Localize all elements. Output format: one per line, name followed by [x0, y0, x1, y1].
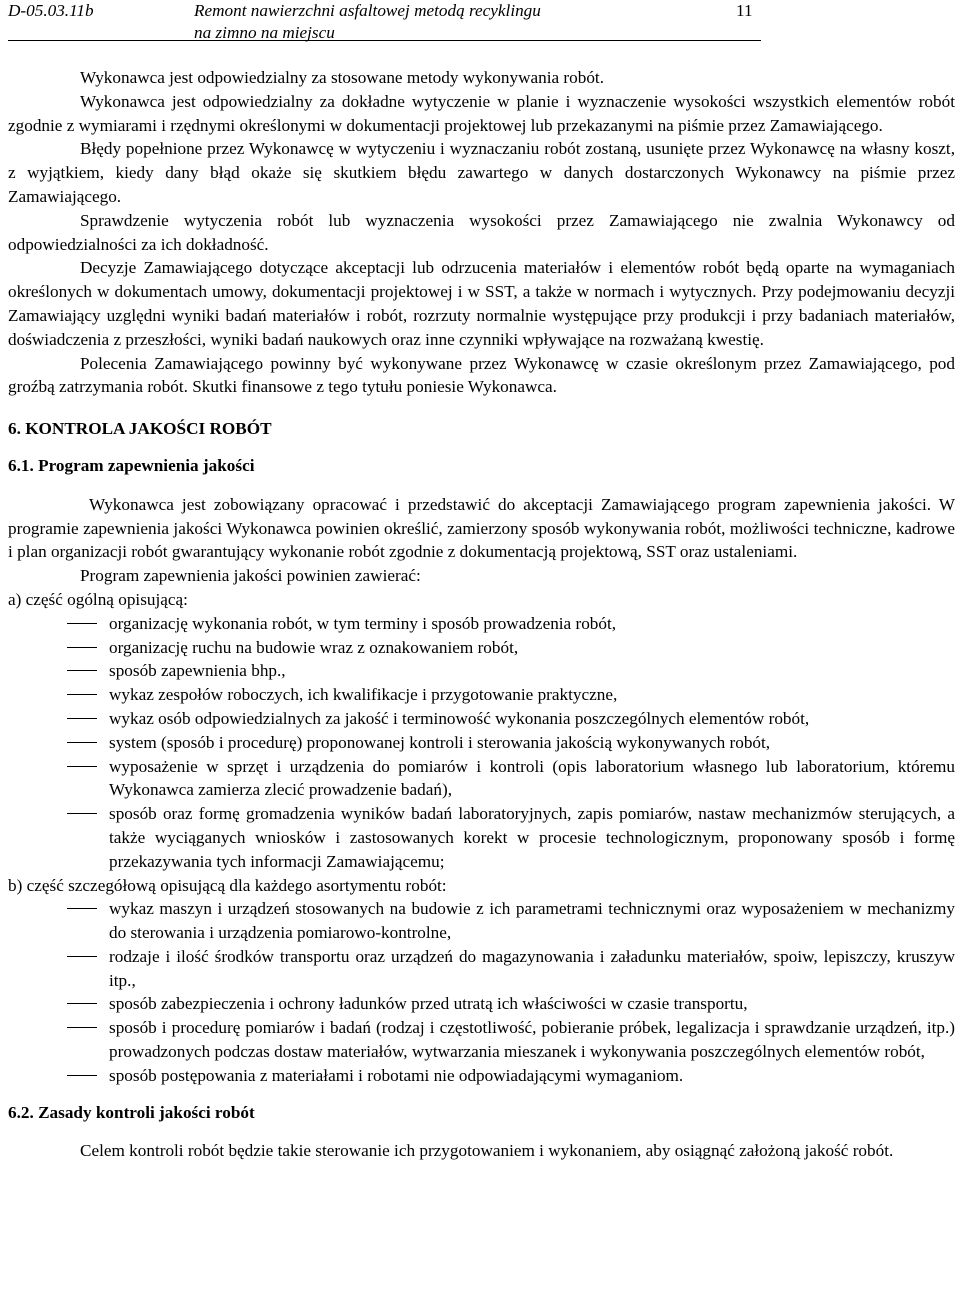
section-6-1-heading: 6.1. Program zapewnienia jakości [8, 455, 255, 475]
spec-title-line2: na zimno na miejscu [194, 23, 335, 42]
list-item-text: organizację wykonania robót, w tym terminy i sposób prowadzenia robót, [109, 613, 617, 633]
list-item-text: rodzaje i ilość środków transportu oraz urządzeń do magazynowania i załadunku materiałów, spoiw, lepiszczy, kruszyw itp., [109, 946, 955, 990]
list-item [8, 612, 955, 636]
list-item-text: wyposażenie w sprzęt i urządzenia do pomiarów i kontroli (opis laboratorium własnego lub laboratorium, któremu Wykonawca zamierza zlecić prowadzenie badań), [109, 756, 955, 800]
list-item [8, 897, 955, 945]
dash-bullet [67, 766, 97, 767]
part-a-label: a) część ogólną opisującą: [8, 589, 188, 609]
intro-paragraph-3: Błędy popełnione przez Wykonawcę w wytyczeniu i wyznaczaniu robót zostaną, usunięte przez Wykonawcę na własny koszt, z wyjątkiem, kiedy dany błąd okaże się skutkiem błędu zawartego w danych dostarczonych Wykonawcy na piśmie przez Zamawiającego. [8, 139, 955, 206]
section-6-1-paragraph-2: Program zapewnienia jakości powinien zawierać: [80, 566, 421, 586]
list-item [8, 731, 955, 755]
dash-bullet [67, 1003, 97, 1004]
dash-bullet [67, 623, 97, 624]
spec-title-line1: Remont nawierzchni asfaltowej metodą recyklingu [194, 1, 541, 20]
part-a-list [8, 612, 955, 874]
dash-bullet [67, 694, 97, 695]
list-item [8, 1064, 955, 1088]
spec-code: D-05.03.11b [8, 1, 94, 20]
list-item [8, 992, 955, 1016]
list-item-text: sposób zapewnienia bhp., [109, 661, 286, 681]
dash-bullet [67, 1075, 97, 1076]
dash-bullet [67, 956, 97, 957]
dash-bullet [67, 813, 97, 814]
list-item-text: wykaz maszyn i urządzeń stosowanych na budowie z ich parametrami technicznymi oraz wyposażeniem w mechanizmy do sterowania i urządzenia pomiarowo-kontrolne, [109, 899, 955, 943]
list-item [8, 636, 955, 660]
list-item-text: wykaz zespołów roboczych, ich kwalifikacje i przygotowanie praktyczne, [109, 685, 618, 705]
section-6-2-heading: 6.2. Zasady kontroli jakości robót [8, 1102, 255, 1122]
list-item [8, 755, 955, 803]
list-item-text: sposób zabezpieczenia i ochrony ładunków przed utratą ich właściwości w czasie transportu, [109, 994, 748, 1014]
list-item-text: sposób postępowania z materiałami i robotami nie odpowiadającymi wymaganiom. [109, 1065, 684, 1085]
dash-bullet [67, 742, 97, 743]
part-b-list [8, 897, 955, 1087]
document-page [8, 0, 955, 1163]
page-number: 11 [736, 1, 753, 20]
section-6-2-paragraph-1: Celem kontroli robót będzie takie sterowanie ich przygotowaniem i wykonaniem, aby osiągnąć założoną jakość robót. [80, 1141, 894, 1161]
page-header [8, 0, 955, 44]
list-item [8, 683, 955, 707]
dash-bullet [67, 718, 97, 719]
intro-paragraph-4: Sprawdzenie wytyczenia robót lub wyznaczenia wysokości przez Zamawiającego nie zwalnia Wykonawcy od odpowiedzialności za ich dokładność. [8, 210, 955, 254]
list-item-text: sposób i procedurę pomiarów i badań (rodzaj i częstotliwość, pobieranie próbek, legalizacja i sprawdzanie urządzeń, itp.) prowadzonych podczas dostaw materiałów, wytwarzania mieszanek i wykonywania poszczególnych elementów robót, [109, 1018, 955, 1062]
intro-paragraph-2: Wykonawca jest odpowiedzialny za dokładne wytyczenie w planie i wyznaczenie wysokości wszystkich elementów robót zgodnie z wymiarami i rzędnymi określonymi w dokumentacji projektowej lub przekazanymi na piśmie przez Zamawiającego. [8, 91, 955, 135]
dash-bullet [67, 670, 97, 671]
list-item [8, 802, 955, 873]
intro-paragraph-6: Polecenia Zamawiającego powinny być wykonywane przez Wykonawcę w czasie określonym przez Zamawiającego, pod groźbą zatrzymania robót. Skutki finansowe z tego tytułu poniesie Wykonawca. [8, 353, 955, 397]
list-item [8, 1016, 955, 1064]
list-item-text: organizację ruchu na budowie wraz z oznakowaniem robót, [109, 637, 519, 657]
list-item [8, 707, 955, 731]
list-item-text: system (sposób i procedurę) proponowanej kontroli i sterowania jakością wykonywanych robót, [109, 732, 771, 752]
spec-title [194, 0, 541, 44]
intro-paragraph-5: Decyzje Zamawiającego dotyczące akceptacji lub odrzucenia materiałów i elementów robót będą oparte na wymaganiach określonych w dokumentach umowy, dokumentacji projektowej i w SST, a także w normach i wytycznych. Przy podejmowaniu decyzji Zamawiający uzględni wyniki badań materiałów i robót, rozrzuty normalnie występujące przy produkcji i przy badaniach materiałów, doświadczenia z przeszłości, wyniki badań naukowych oraz inne czynniki wpływające na rozważaną kwestię. [8, 258, 955, 349]
part-b-label: b) część szczegółową opisującą dla każdego asortymentu robót: [8, 875, 447, 895]
section-6-heading: 6. KONTROLA JAKOŚCI ROBÓT [8, 419, 272, 439]
dash-bullet [67, 1027, 97, 1028]
list-item [8, 659, 955, 683]
dash-bullet [67, 647, 97, 648]
intro-paragraph-1: Wykonawca jest odpowiedzialny za stosowane metody wykonywania robót. [80, 68, 604, 87]
header-rule [8, 40, 761, 41]
list-item [8, 945, 955, 993]
list-item-text: wykaz osób odpowiedzialnych za jakość i terminowość wykonania poszczególnych elementów robót, [109, 708, 810, 728]
section-6-1-paragraph-1: Wykonawca jest zobowiązany opracować i przedstawić do akceptacji Zamawiającego program zapewnienia jakości. W programie zapewnienia jakości Wykonawca powinien określić, zamierzony sposób wykonywania robót, możliwości techniczne, kadrowe i plan organizacji robót gwarantujący wykonanie robót zgodnie z dokumentacją projektową, SST oraz ustaleniami. [8, 494, 955, 562]
dash-bullet [67, 908, 97, 909]
list-item-text: sposób oraz formę gromadzenia wyników badań laboratoryjnych, zapis pomiarów, nastaw mechanizmów sterujących, a także wyciąganych wniosków i zastosowanych korekt w procesie technologicznym, proponowany sposób i formę przekazywania tych informacji Zamawiającemu; [109, 804, 955, 871]
